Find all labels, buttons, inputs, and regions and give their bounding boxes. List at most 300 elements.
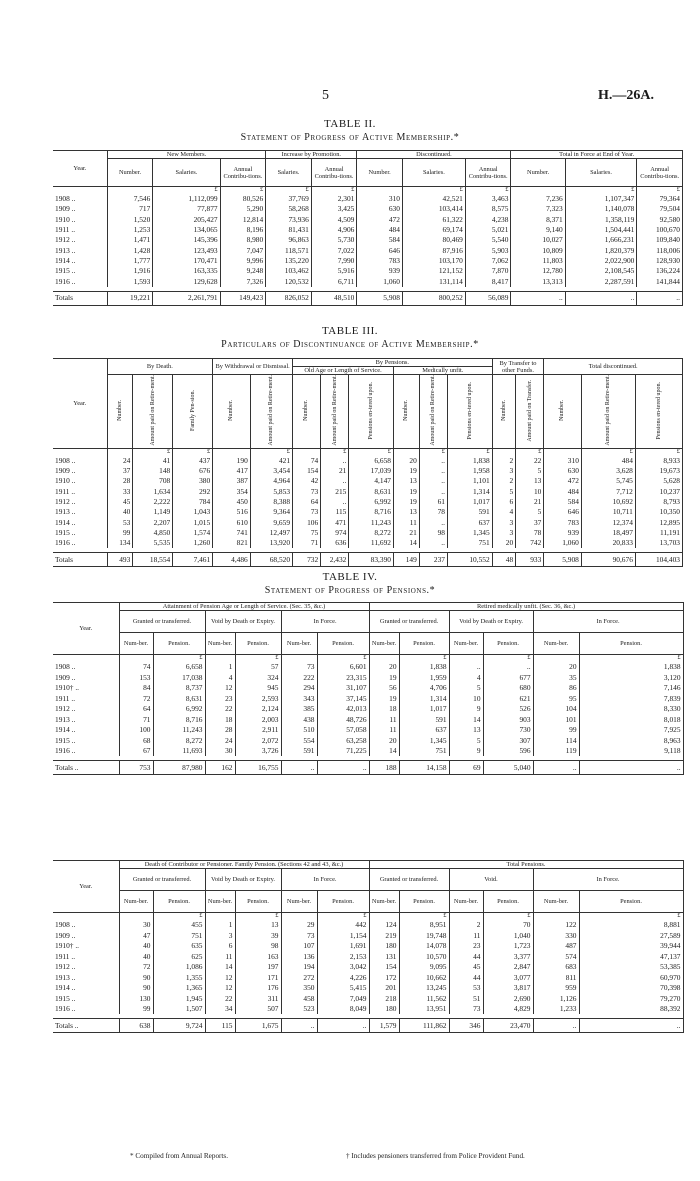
- t3-total-cell: 732: [293, 553, 321, 567]
- t4b-unit-cell: [53, 913, 119, 920]
- t2-cell: 118,571: [266, 245, 312, 255]
- t3-column-label: Number.: [559, 400, 566, 421]
- t3-unit-cell: £: [635, 448, 682, 455]
- t2-cell: 1,428: [107, 245, 153, 255]
- t4a-subgroup-header: Void by Death or Expiry.: [449, 611, 533, 633]
- t4b-cell: 98: [235, 941, 281, 952]
- t4a-cell: 2,911: [235, 725, 281, 736]
- t2-cell: 7,546: [107, 194, 153, 204]
- t3-cell: 7,712: [581, 487, 635, 497]
- t4b-unit-cell: [205, 913, 235, 920]
- t2-column-header: Salaries.: [153, 159, 220, 187]
- t3-total-label: Totals: [53, 553, 107, 567]
- t4b-cell: 11,562: [399, 993, 449, 1004]
- t2-year-cell: 1915 ..: [53, 266, 107, 276]
- t4a-cell: 621: [483, 693, 533, 704]
- t3-column-header: [516, 375, 544, 449]
- t4a-cell: 751: [399, 746, 449, 757]
- t4a-cell: 23: [205, 693, 235, 704]
- t2-cell: 5,730: [311, 235, 357, 245]
- t2-total-cell: 56,089: [465, 291, 511, 305]
- t4b-cell: 44: [449, 951, 483, 962]
- t4a-cell: 730: [483, 725, 533, 736]
- t3-cell: 75: [293, 528, 321, 538]
- t3-cell: 10,350: [635, 507, 682, 517]
- t3-unit-cell: £: [173, 448, 213, 455]
- t3-column-header: [349, 375, 394, 449]
- t4a-cell: 20: [369, 662, 399, 673]
- t2-cell: 7,022: [311, 245, 357, 255]
- t4a-cell: 945: [235, 683, 281, 694]
- t4a-cell: 56: [369, 683, 399, 694]
- document-id: H.—26A.: [598, 88, 654, 103]
- t2-column-header: Salaries.: [266, 159, 312, 187]
- t2-cell: 136,224: [637, 266, 683, 276]
- t2-year-cell: 1916 ..: [53, 276, 107, 286]
- t3-cell: 18,497: [581, 528, 635, 538]
- t4a-cell: 307: [483, 735, 533, 746]
- t2-cell: 5,021: [465, 225, 511, 235]
- t3-column-header: [447, 375, 492, 449]
- t4b-row: [53, 951, 683, 962]
- t2-cell: 1,471: [107, 235, 153, 245]
- t3-cell: 148: [133, 466, 173, 476]
- t4a-cell: 7,839: [579, 693, 683, 704]
- t4a-row: [53, 714, 683, 725]
- t2-cell: 1,593: [107, 276, 153, 286]
- t2-cell: 1,666,231: [565, 235, 637, 245]
- t4a-cell: 6,992: [153, 704, 205, 715]
- t4b-cell: 9,095: [399, 962, 449, 973]
- t4b-column-header: Num-ber.: [281, 891, 317, 913]
- t4b-total-cell: 1,579: [369, 1019, 399, 1033]
- t4a-cell: 71: [119, 714, 153, 725]
- t4a-group-header: Attainment of Pension Age or Length of Service. (Sec. 35, &c.): [119, 603, 369, 611]
- t3-cell: ..: [419, 476, 447, 486]
- t2-total-cell: ..: [637, 291, 683, 305]
- t3-column-label: Amount paid on Transfer.: [526, 379, 533, 442]
- t4a-cell: 57: [235, 662, 281, 673]
- t3-row: [53, 517, 683, 527]
- t2-cell: 4,238: [465, 214, 511, 224]
- t4b-cell: 1,945: [153, 993, 205, 1004]
- t2-cell: 81,431: [266, 225, 312, 235]
- t3-cell: 10,711: [581, 507, 635, 517]
- t3-column-header: [492, 375, 515, 449]
- t3-cell: 98: [419, 528, 447, 538]
- t3-cell: 10,692: [581, 497, 635, 507]
- t4a-year-cell: 1914 ..: [53, 725, 119, 736]
- t4a-unit-cell: £: [399, 655, 449, 662]
- t2-cell: 7,990: [311, 256, 357, 266]
- t4a-total-cell: ..: [317, 761, 369, 775]
- t3-unit-cell: £: [581, 448, 635, 455]
- t3-cell: 28: [107, 476, 133, 486]
- t2-cell: 1,112,099: [153, 194, 220, 204]
- t2-cell: 10,809: [511, 245, 565, 255]
- t4b-cell: 107: [281, 941, 317, 952]
- t3-year-header: Year.: [53, 359, 107, 449]
- t3-cell: 637: [447, 517, 492, 527]
- t4b-cell: 44: [449, 972, 483, 983]
- t4a-cell: 84: [119, 683, 153, 694]
- t4b-cell: 180: [369, 941, 399, 952]
- t4b-cell: 172: [369, 972, 399, 983]
- t2-group-header: Increase by Promotion.: [266, 151, 357, 159]
- t2-cell: 7,047: [220, 245, 266, 255]
- t4a-unit-cell: £: [579, 655, 683, 662]
- t4a-unit-cell: £: [235, 655, 281, 662]
- t4b-cell: 2: [449, 920, 483, 931]
- t4a-cell: 11,243: [153, 725, 205, 736]
- t3-cell: 636: [321, 538, 349, 548]
- t3-cell: 8,793: [635, 497, 682, 507]
- t3-cell: 584: [544, 497, 582, 507]
- t2-cell: 103,414: [402, 204, 465, 214]
- t4a-column-header: Num-ber.: [281, 633, 317, 655]
- t4b-cell: 1,355: [153, 972, 205, 983]
- t4a-cell: 5: [449, 735, 483, 746]
- t4b-cell: 272: [281, 972, 317, 983]
- t4a-cell: 222: [281, 672, 317, 683]
- t3-cell: 610: [213, 517, 251, 527]
- t3-total-cell: 90,676: [581, 553, 635, 567]
- t4b-year-cell: 1915 ..: [53, 993, 119, 1004]
- t2-cell: 69,174: [402, 225, 465, 235]
- t4a-cell: 8,018: [579, 714, 683, 725]
- t4a-cell: 73: [281, 662, 317, 673]
- t4b-cell: 3,077: [483, 972, 533, 983]
- t3-column-label: Amount paid on Retire-ment.: [605, 375, 612, 446]
- t2-cell: 8,980: [220, 235, 266, 245]
- t4a-unit-row: [53, 655, 683, 662]
- t2-cell: 9,248: [220, 266, 266, 276]
- t4a-column-header: Pension.: [483, 633, 533, 655]
- t3-cell: 1,345: [447, 528, 492, 538]
- table3: [53, 358, 683, 567]
- t4a-cell: 596: [483, 746, 533, 757]
- t2-group-header: New Members.: [107, 151, 265, 159]
- t2-year-cell: 1908 ..: [53, 194, 107, 204]
- t4b-cell: 45: [449, 962, 483, 973]
- t3-cell: 5: [516, 466, 544, 476]
- t4a-total-row: [53, 761, 683, 775]
- t3-cell: 22: [516, 456, 544, 466]
- t3-cell: 20: [393, 456, 419, 466]
- t3-row: [53, 487, 683, 497]
- t4b-cell: 3,817: [483, 983, 533, 994]
- t4b-cell: 194: [281, 962, 317, 973]
- t3-cell: 5,745: [581, 476, 635, 486]
- t4a-cell: 1,838: [399, 662, 449, 673]
- t4a-cell: 48,726: [317, 714, 369, 725]
- t2-total-cell: 5,908: [357, 291, 403, 305]
- t3-cell: 821: [213, 538, 251, 548]
- t3-column-label: Amount paid on Retire-ment.: [331, 375, 338, 446]
- t4a-column-header: Num-ber.: [119, 633, 153, 655]
- t4b-total-cell: 115: [205, 1019, 235, 1033]
- t4a-row: [53, 735, 683, 746]
- t3-column-label: Number.: [403, 400, 410, 421]
- t4a-total-label: Totals ..: [53, 761, 119, 775]
- t4a-cell: 1,838: [579, 662, 683, 673]
- t4b-unit-cell: £: [483, 913, 533, 920]
- t4b-cell: 27,589: [579, 930, 683, 941]
- t3-year-cell: 1912 ..: [53, 497, 107, 507]
- t2-total-cell: 48,510: [311, 291, 357, 305]
- t3-cell: 1,101: [447, 476, 492, 486]
- t4a-total-cell: 14,158: [399, 761, 449, 775]
- t2-cell: 58,268: [266, 204, 312, 214]
- t4a-subgroup-header: Void by Death or Expiry.: [205, 611, 281, 633]
- t3-column-header: [544, 375, 582, 449]
- t3-cell: 190: [213, 456, 251, 466]
- t3-unit-cell: £: [419, 448, 447, 455]
- t4a-cell: ..: [449, 662, 483, 673]
- t3-cell: 1,015: [173, 517, 213, 527]
- t3-cell: 3: [492, 528, 515, 538]
- t2-cell: 1,060: [357, 276, 403, 286]
- t4a-cell: 8,631: [153, 693, 205, 704]
- t3-cell: 53: [107, 517, 133, 527]
- t2-cell: 8,417: [465, 276, 511, 286]
- t4a-cell: 903: [483, 714, 533, 725]
- t3-year-cell: 1915 ..: [53, 528, 107, 538]
- t3-cell: 450: [213, 497, 251, 507]
- t4b-cell: 1,086: [153, 962, 205, 973]
- t4b-cell: 10,570: [399, 951, 449, 962]
- t3-cell: 33: [107, 487, 133, 497]
- t4b-total-cell: ..: [533, 1019, 579, 1033]
- t3-column-label: Pensions en-tered upon.: [466, 381, 473, 440]
- t4b-cell: 10,662: [399, 972, 449, 983]
- t4a-unit-cell: £: [317, 655, 369, 662]
- t4a-cell: 385: [281, 704, 317, 715]
- t3-cell: 37: [516, 517, 544, 527]
- t3-cell: 2: [492, 476, 515, 486]
- t3-total-cell: 149: [393, 553, 419, 567]
- t2-total-cell: 149,423: [220, 291, 266, 305]
- t4a-cell: 10: [449, 693, 483, 704]
- t3-cell: 42: [293, 476, 321, 486]
- t4a-cell: 64: [119, 704, 153, 715]
- t2-column-header: Annual Contribu-tions.: [637, 159, 683, 187]
- t3-row: [53, 476, 683, 486]
- t4a-cell: 4: [205, 672, 235, 683]
- t4a-cell: 74: [119, 662, 153, 673]
- t2-cell: 8,196: [220, 225, 266, 235]
- t2-cell: 717: [107, 204, 153, 214]
- t4a-cell: 67: [119, 746, 153, 757]
- t4a-cell: 71,225: [317, 746, 369, 757]
- t4a-cell: 63,258: [317, 735, 369, 746]
- t2-cell: 2,287,591: [565, 276, 637, 286]
- t4b-cell: 2,153: [317, 951, 369, 962]
- t4b-year-cell: 1913 ..: [53, 972, 119, 983]
- t4a-cell: 6,658: [153, 662, 205, 673]
- t4a-cell: 19: [369, 693, 399, 704]
- t3-cell: 11,692: [349, 538, 394, 548]
- t4b-group-header: Death of Contributor or Pensioner. Family Pension. (Sections 42 and 43, &c.): [119, 861, 369, 869]
- t4a-cell: 343: [281, 693, 317, 704]
- t2-total-row: [53, 291, 683, 305]
- table2: [53, 150, 683, 306]
- t4a-cell: 8,737: [153, 683, 205, 694]
- t4b-cell: 218: [369, 993, 399, 1004]
- t3-cell: 1,314: [447, 487, 492, 497]
- t4b-subgroup-header: Granted or transferred.: [119, 869, 205, 891]
- t2-unit-cell: £: [637, 187, 683, 194]
- t4a-cell: 1,017: [399, 704, 449, 715]
- t2-cell: 1,820,379: [565, 245, 637, 255]
- t4b-column-header: Num-ber.: [119, 891, 153, 913]
- t3-cell: 13: [516, 476, 544, 486]
- t4a-column-header: Num-ber.: [205, 633, 235, 655]
- t3-year-cell: 1909 ..: [53, 466, 107, 476]
- t2-row: [53, 276, 683, 286]
- t4a-cell: 8,716: [153, 714, 205, 725]
- t4b-cell: 40: [119, 951, 153, 962]
- t4b-unit-cell: £: [579, 913, 683, 920]
- t2-cell: 87,916: [402, 245, 465, 255]
- t4b-cell: 201: [369, 983, 399, 994]
- t4b-year-cell: 1909 ..: [53, 930, 119, 941]
- t3-cell: 2,222: [133, 497, 173, 507]
- t2-cell: 7,326: [220, 276, 266, 286]
- t2-unit-cell: £: [402, 187, 465, 194]
- t4b-total-cell: ..: [317, 1019, 369, 1033]
- t2-group-header: Total in Force at End of Year.: [511, 151, 683, 159]
- t4b-column-header: Pension.: [579, 891, 683, 913]
- t4a-cell: 4: [449, 672, 483, 683]
- t4a-cell: 526: [483, 704, 533, 715]
- t2-cell: 103,170: [402, 256, 465, 266]
- t2-cell: 120,532: [266, 276, 312, 286]
- t3-total-row: [53, 553, 683, 567]
- t4a-cell: 104: [533, 704, 579, 715]
- t3-cell: 14: [393, 538, 419, 548]
- t4a-cell: 42,013: [317, 704, 369, 715]
- t4a-cell: 24: [205, 735, 235, 746]
- t3-row: [53, 528, 683, 538]
- t2-unit-cell: [357, 187, 403, 194]
- t4a-cell: 14: [369, 746, 399, 757]
- t4b-column-header: Pension.: [317, 891, 369, 913]
- t4b-row: [53, 941, 683, 952]
- t4a-header-row-2: [53, 611, 683, 633]
- t4b-cell: 14: [205, 962, 235, 973]
- t4b-cell: 4,829: [483, 1004, 533, 1015]
- t4b-cell: 811: [533, 972, 579, 983]
- t3-unit-cell: [544, 448, 582, 455]
- t3-cell: 310: [544, 456, 582, 466]
- t3-cell: 13: [393, 507, 419, 517]
- t3-unit-cell: [492, 448, 515, 455]
- t4b-row: [53, 930, 683, 941]
- t4b-total-cell: 111,862: [399, 1019, 449, 1033]
- t4a-column-header: Num-ber.: [369, 633, 399, 655]
- t4b-cell: 507: [235, 1004, 281, 1015]
- t4b-row: [53, 920, 683, 931]
- t2-unit-row: [53, 187, 683, 194]
- t4a-total-cell: 753: [119, 761, 153, 775]
- table4-subtitle: Statement of Progress of Pensions.*: [264, 585, 436, 596]
- t2-cell: 1,504,441: [565, 225, 637, 235]
- t4b-cell: 90: [119, 972, 153, 983]
- t4a-cell: 3,120: [579, 672, 683, 683]
- t2-cell: 1,520: [107, 214, 153, 224]
- t2-cell: 135,220: [266, 256, 312, 266]
- t4a-cell: 37,145: [317, 693, 369, 704]
- table4-part-b: [53, 860, 684, 1033]
- t2-column-header: Number.: [357, 159, 403, 187]
- t4a-column-header: Pension.: [399, 633, 449, 655]
- t3-cell: 99: [107, 528, 133, 538]
- t4a-cell: 510: [281, 725, 317, 736]
- t3-cell: 8,272: [349, 528, 394, 538]
- t2-unit-cell: £: [465, 187, 511, 194]
- t3-cell: 591: [447, 507, 492, 517]
- t4b-cell: 8,951: [399, 920, 449, 931]
- t3-cell: 1,060: [544, 538, 582, 548]
- t4b-subgroup-header: In Force.: [281, 869, 369, 891]
- t3-unit-cell: [293, 448, 321, 455]
- t4b-total-cell: 638: [119, 1019, 153, 1033]
- t2-unit-cell: [107, 187, 153, 194]
- t4b-cell: 635: [153, 941, 205, 952]
- t4b-cell: 197: [235, 962, 281, 973]
- t4a-cell: 68: [119, 735, 153, 746]
- t4a-cell: 2,072: [235, 735, 281, 746]
- t2-cell: 646: [357, 245, 403, 255]
- t2-cell: 7,236: [511, 194, 565, 204]
- t4a-cell: 1,959: [399, 672, 449, 683]
- t2-cell: 3,425: [311, 204, 357, 214]
- t2-row: [53, 214, 683, 224]
- t4a-cell: 9,118: [579, 746, 683, 757]
- t4a-row: [53, 662, 683, 673]
- t4b-cell: 219: [369, 930, 399, 941]
- t4a-total-cell: 16,755: [235, 761, 281, 775]
- t4b-cell: 136: [281, 951, 317, 962]
- t4b-row: [53, 972, 683, 983]
- t2-cell: 109,840: [637, 235, 683, 245]
- t2-total-label: Totals: [53, 291, 107, 305]
- t3-cell: 40: [107, 507, 133, 517]
- t3-cell: 471: [321, 517, 349, 527]
- t3-cell: 6: [492, 497, 515, 507]
- t3-row: [53, 466, 683, 476]
- t2-year-cell: 1909 ..: [53, 204, 107, 214]
- t2-cell: 128,930: [637, 256, 683, 266]
- t4a-total-cell: 162: [205, 761, 235, 775]
- t4a-column-header: Pension.: [317, 633, 369, 655]
- t3-cell: 1,574: [173, 528, 213, 538]
- t3-cell: ..: [419, 517, 447, 527]
- t4b-cell: 751: [153, 930, 205, 941]
- t3-cell: 11,243: [349, 517, 394, 527]
- t2-year-cell: 1911 ..: [53, 225, 107, 235]
- t4a-cell: 14: [449, 714, 483, 725]
- t2-cell: 310: [357, 194, 403, 204]
- t4b-subgroup-header: Void.: [449, 869, 533, 891]
- t3-column-header: [173, 375, 213, 449]
- t3-cell: 5,628: [635, 476, 682, 486]
- t4b-cell: 171: [235, 972, 281, 983]
- t2-row: [53, 235, 683, 245]
- t4a-cell: 554: [281, 735, 317, 746]
- t2-cell: 1,777: [107, 256, 153, 266]
